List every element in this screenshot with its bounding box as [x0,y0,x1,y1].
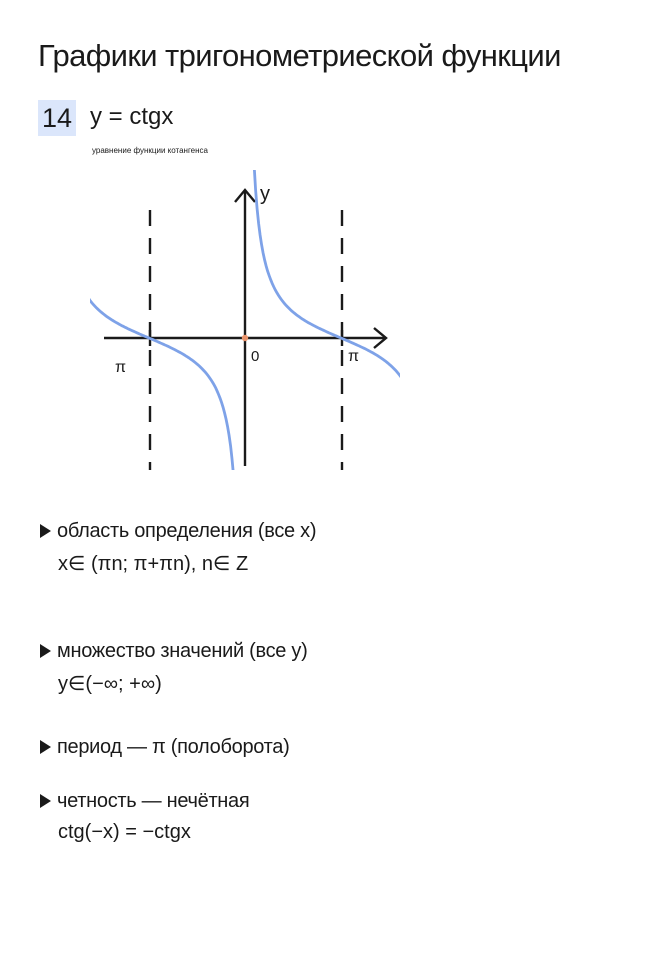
card-number-badge: 14 [38,100,76,136]
property-heading: четность — нечётная [57,790,250,812]
right-pi-label: π [348,348,360,365]
y-axis-label: y [260,183,270,205]
property-value: ctg(−x) = −ctgx [58,821,191,843]
page-title: Графики тригонометриеской функции [38,38,561,73]
triangle-bullet-icon [40,740,51,754]
triangle-bullet-icon [40,524,51,538]
property-parity [40,790,249,844]
property-period [40,736,289,759]
property-heading: период — π (полоборота) [57,736,290,758]
triangle-bullet-icon [40,794,51,808]
cotangent-branch-left [90,170,239,470]
property-heading: множество значений (все y) [57,640,308,662]
property-range [40,640,307,696]
origin-point [242,335,248,341]
function-formula: y = ctgx [90,103,174,130]
function-subtitle: уравнение функции котангенса [92,146,208,155]
property-domain [40,520,316,576]
property-value: x∈ (πn; π+πn), n∈ Z [58,553,249,575]
property-heading: область определения (все x) [57,520,317,542]
left-pi-label: π [115,359,127,376]
property-value: y∈(−∞; +∞) [58,673,162,695]
cotangent-graph [90,170,400,470]
triangle-bullet-icon [40,644,51,658]
cotangent-branch-right [251,170,400,470]
origin-label: 0 [251,348,260,365]
